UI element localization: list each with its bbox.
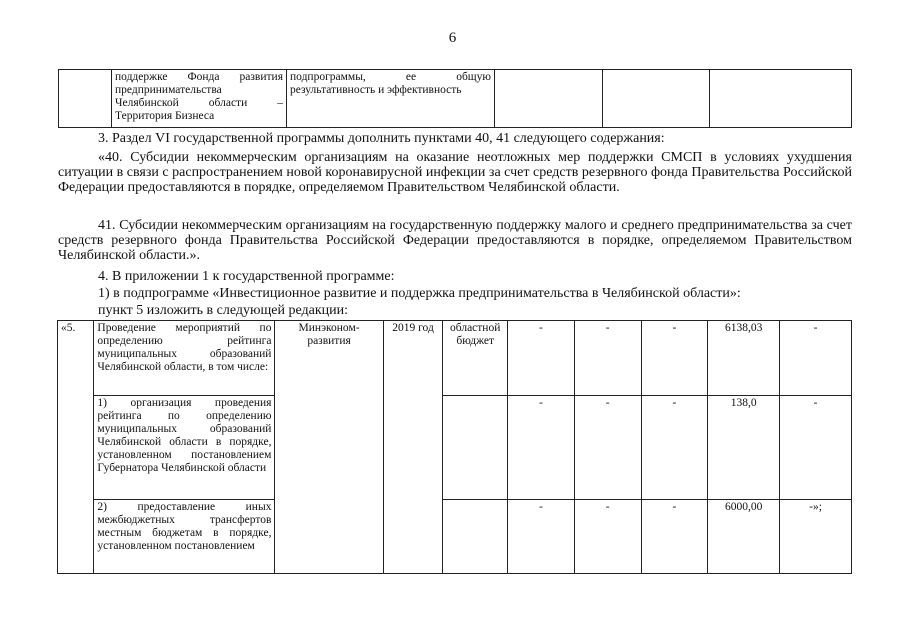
paragraph-item-4: 4. В приложении 1 к государственной программе:	[98, 269, 395, 284]
table-cell	[710, 70, 852, 128]
cell-line: результативность и эффективность	[290, 84, 462, 96]
row-name: 1) организация проведения рейтинга по определению муниципальных образований Челябинской области в порядке, установленном постановлением Губернатора Челябинской области	[94, 396, 275, 500]
table-cell	[59, 70, 112, 128]
executor-cell: Минэконом-развития	[275, 321, 383, 574]
year-cell: 2019 год	[383, 321, 443, 574]
value-cell: -	[574, 500, 641, 574]
top-table	[58, 69, 852, 128]
cell-line: Территория Бизнеса	[115, 110, 215, 122]
value-cell: -	[508, 500, 575, 574]
source-cell: областной бюджет	[443, 321, 508, 396]
value-cell: -	[641, 321, 708, 396]
table-cell	[603, 70, 710, 128]
total-cell: 6138,03	[708, 321, 780, 396]
row-name: Проведение мероприятий по определению рейтинга муниципальных образований Челябинской области, в том числе:	[94, 321, 275, 396]
paragraph-subprogram: 1) в подпрограмме «Инвестиционное развитие и поддержка предпринимательства в Челябинской области»:	[98, 286, 741, 301]
last-cell: -»;	[780, 500, 852, 574]
cell-line: Челябинской области –	[115, 97, 283, 109]
value-cell: -	[574, 321, 641, 396]
total-cell: 6000,00	[708, 500, 780, 574]
table-row	[58, 500, 852, 574]
table-row	[59, 70, 852, 128]
value-cell: -	[508, 396, 575, 500]
cell-line: предпринимательства	[115, 84, 222, 96]
table-row	[58, 321, 852, 396]
value-cell: -	[641, 396, 708, 500]
program-table	[57, 320, 852, 574]
last-cell: -	[780, 396, 852, 500]
row-name: 2) предоставление иных межбюджетных трансфертов местным бюджетам в порядке, установленном постановлением	[94, 500, 275, 574]
last-cell: -	[780, 321, 852, 396]
value-cell: -	[574, 396, 641, 500]
value-cell: -	[641, 500, 708, 574]
total-cell: 138,0	[708, 396, 780, 500]
cell-line: поддержке Фонда развития	[115, 71, 283, 83]
value-cell: -	[508, 321, 575, 396]
table-cell	[495, 70, 603, 128]
paragraph-point-5: пункт 5 изложить в следующей редакции:	[98, 303, 348, 318]
table-cell	[287, 70, 495, 128]
source-cell	[443, 500, 508, 574]
page-number: 6	[448, 30, 457, 46]
source-cell	[443, 396, 508, 500]
paragraph-41: 41. Субсидии некоммерческим организациям на государственную поддержку малого и среднего предпринимательства за счет средств резервного фонда Правительства Российской Федерации предоставляются в порядке, определяемом Правительством Челябинской области.».	[58, 218, 852, 263]
paragraph-40: «40. Субсидии некоммерческим организациям на оказание неотложных мер поддержки СМСП в условиях ухудшения ситуации в связи с распространением новой коронавирусной инфекции за счет средств резервного фонда Правительства Российской Федерации предоставляются в порядке, определяемом Правительством Челябинской области.	[58, 150, 852, 195]
cell-line: подпрограммы, ее общую	[290, 71, 491, 83]
paragraph-item-3: 3. Раздел VI государственной программы дополнить пунктами 40, 41 следующего содержания:	[98, 131, 665, 146]
row-number: «5.	[58, 321, 94, 574]
table-row	[58, 396, 852, 500]
table-cell	[112, 70, 287, 128]
